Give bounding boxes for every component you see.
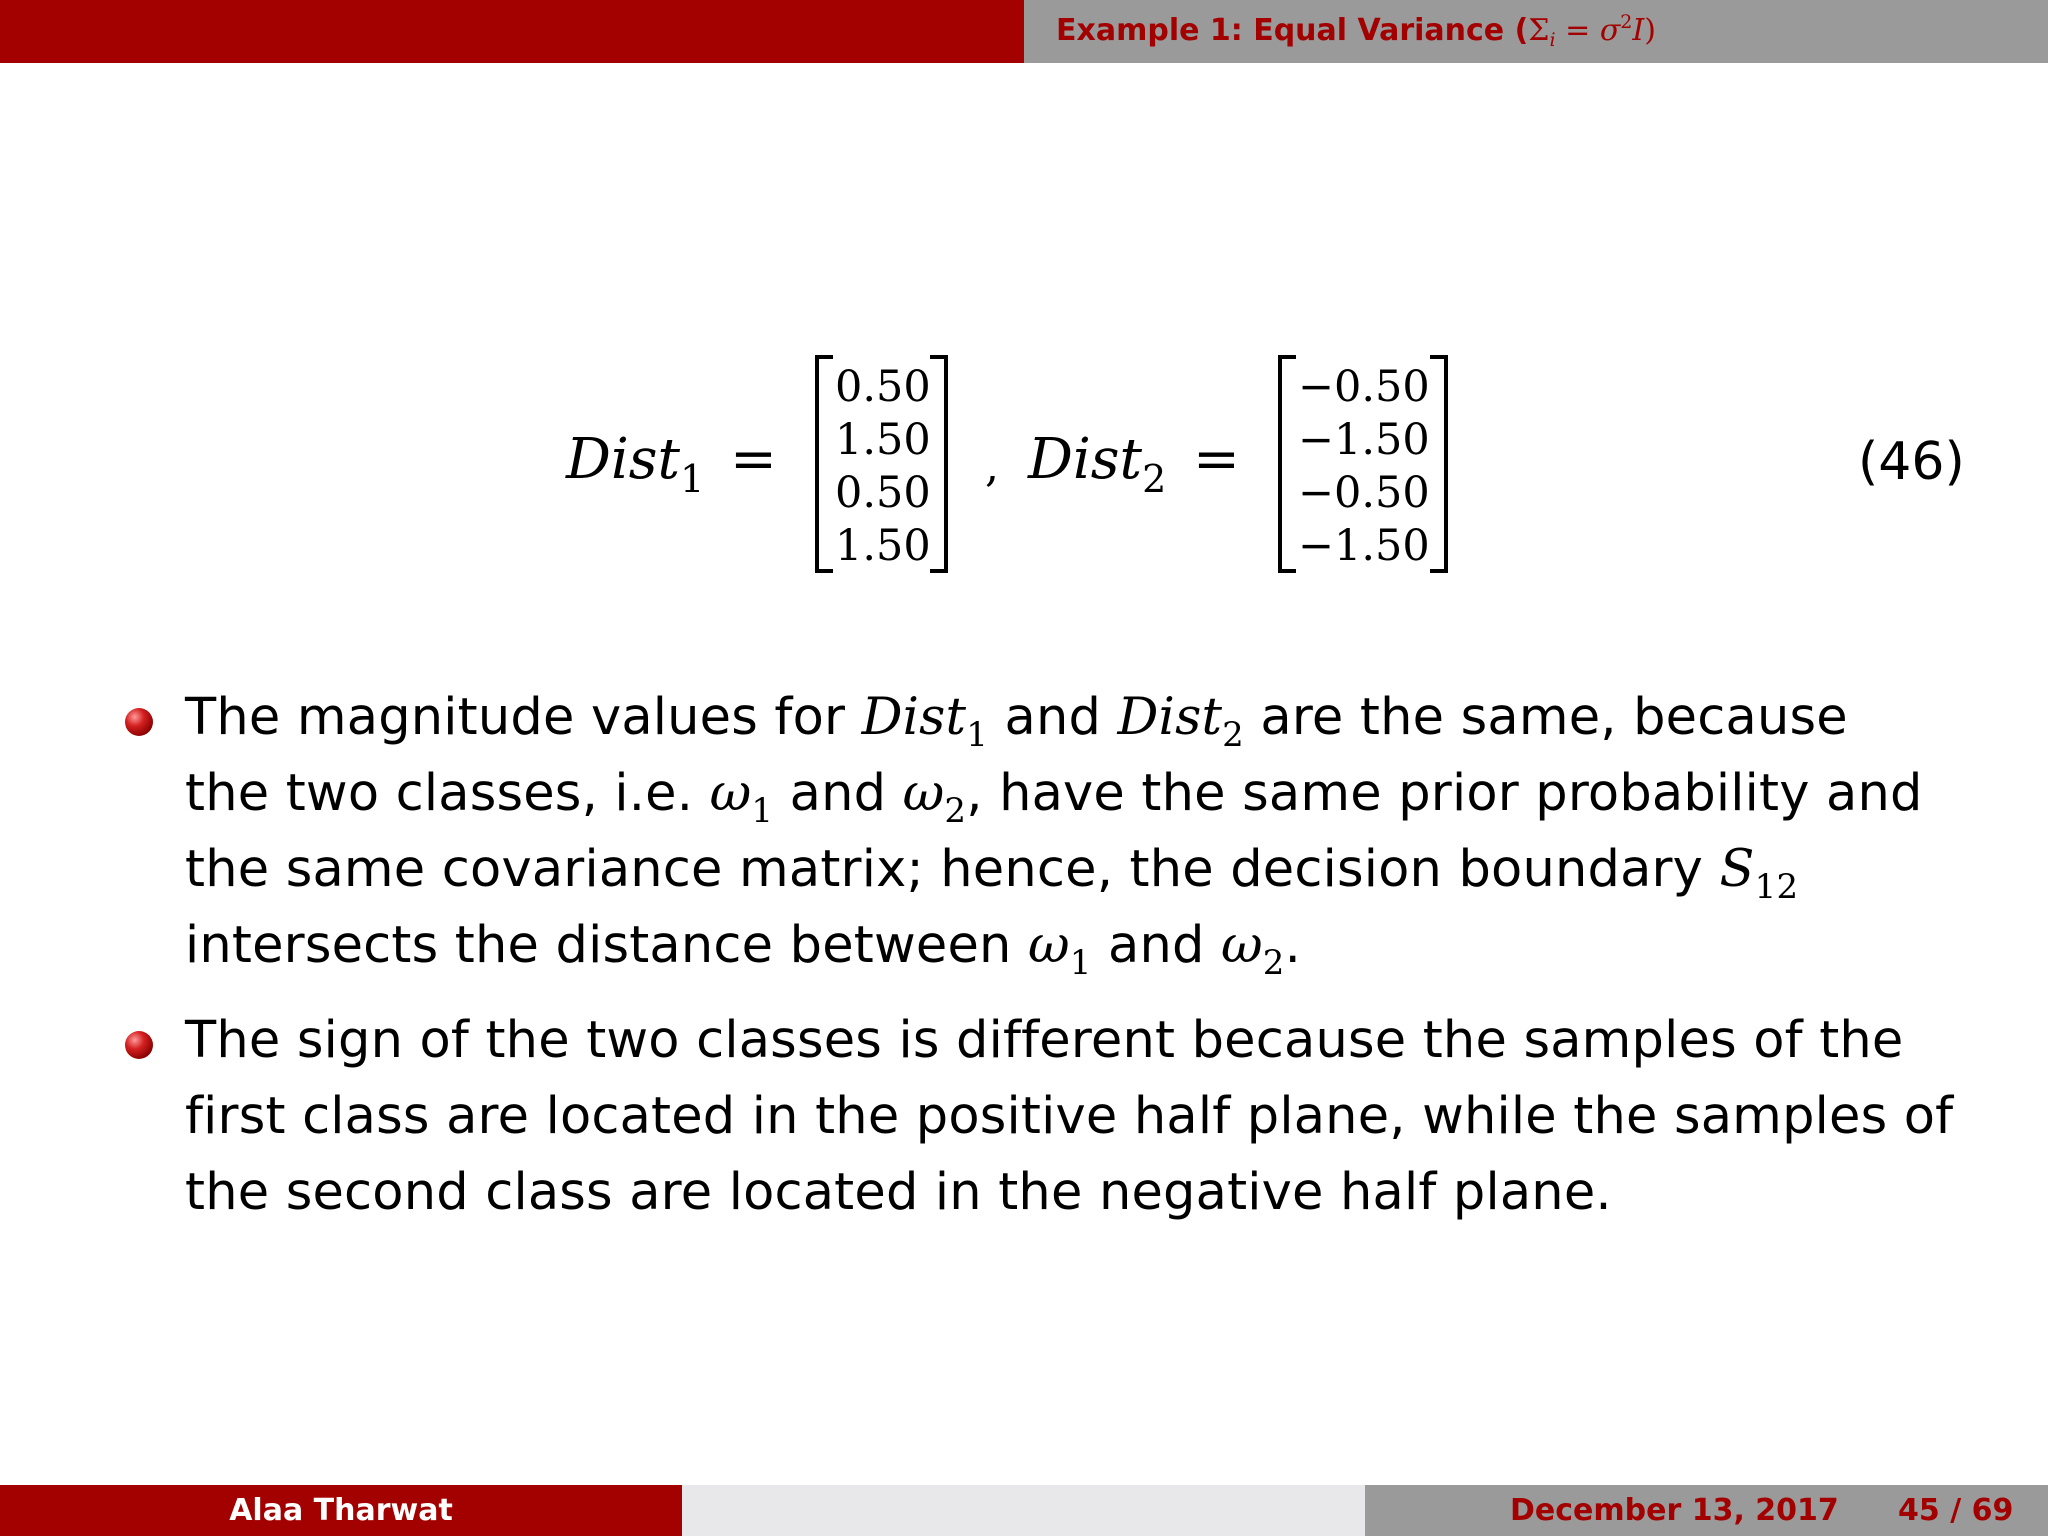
dist2-cell: −1.50 [1298, 521, 1430, 571]
bullet-line: the second class are located in the negative half plane. [185, 1163, 1612, 1222]
footer-bar [0, 1485, 2048, 1536]
dist1-vector [815, 355, 948, 573]
bullet-ball-icon [125, 1031, 153, 1059]
dist1-cells [835, 361, 931, 573]
equation-number: (46) [1858, 432, 1965, 492]
bullet-line: the two classes, i.e. $\omega_1$ and $\omega_2$, have the same prior probability and [185, 764, 1923, 831]
dist1-cell: 0.50 [835, 362, 931, 412]
subsection-label: Example 1: Equal Variance ( [1056, 13, 1529, 48]
dist2-cell: −0.50 [1298, 362, 1430, 412]
comma-separator: , [985, 441, 999, 492]
dist2-vector [1278, 355, 1448, 573]
subsection-math: $\Sigma_i = \sigma^2I$) [1528, 11, 1656, 51]
page-counter: 45 / 69 [1898, 1493, 2014, 1528]
dist1-cell: 0.50 [835, 468, 931, 518]
bullet-line: The sign of the two classes is different because the samples of the [185, 1011, 1904, 1070]
dist1-symbol: Dist$_1$ [566, 427, 705, 501]
equals-sign-2: = [1193, 427, 1240, 492]
dist1-cell: 1.50 [835, 415, 931, 465]
footer-middle-panel [682, 1485, 1365, 1536]
bullet-ball-icon [125, 708, 153, 736]
right-bracket [930, 355, 948, 573]
dist1-cell: 1.50 [835, 521, 931, 571]
equals-sign-1: = [730, 427, 777, 492]
subsection-title[interactable] [1056, 11, 1656, 51]
bullet-line: The magnitude values for Dist$_1$ and Dist$_2$ are the same, because [185, 688, 1848, 755]
header-bar [0, 0, 2048, 63]
bullet-line: first class are located in the positive half plane, while the samples of [185, 1087, 1954, 1146]
right-bracket [1430, 355, 1448, 573]
dist2-cells [1298, 361, 1428, 573]
footer-left-panel [0, 1485, 682, 1536]
equation-46 [0, 345, 2048, 585]
dist2-cell: −0.50 [1298, 468, 1430, 518]
header-left-panel [0, 0, 1024, 63]
author-name: Alaa Tharwat [229, 1493, 453, 1528]
dist2-cell: −1.50 [1298, 415, 1430, 465]
dist2-symbol: Dist$_2$ [1028, 427, 1167, 501]
bullet-line: intersects the distance between $\omega_1$ and $\omega_2$. [185, 916, 1302, 983]
left-bracket [815, 355, 833, 573]
presentation-date: December 13, 2017 [1510, 1493, 1839, 1528]
bullet-line: the same covariance matrix; hence, the decision boundary $S_{12}$ [185, 840, 1799, 907]
left-bracket [1278, 355, 1296, 573]
